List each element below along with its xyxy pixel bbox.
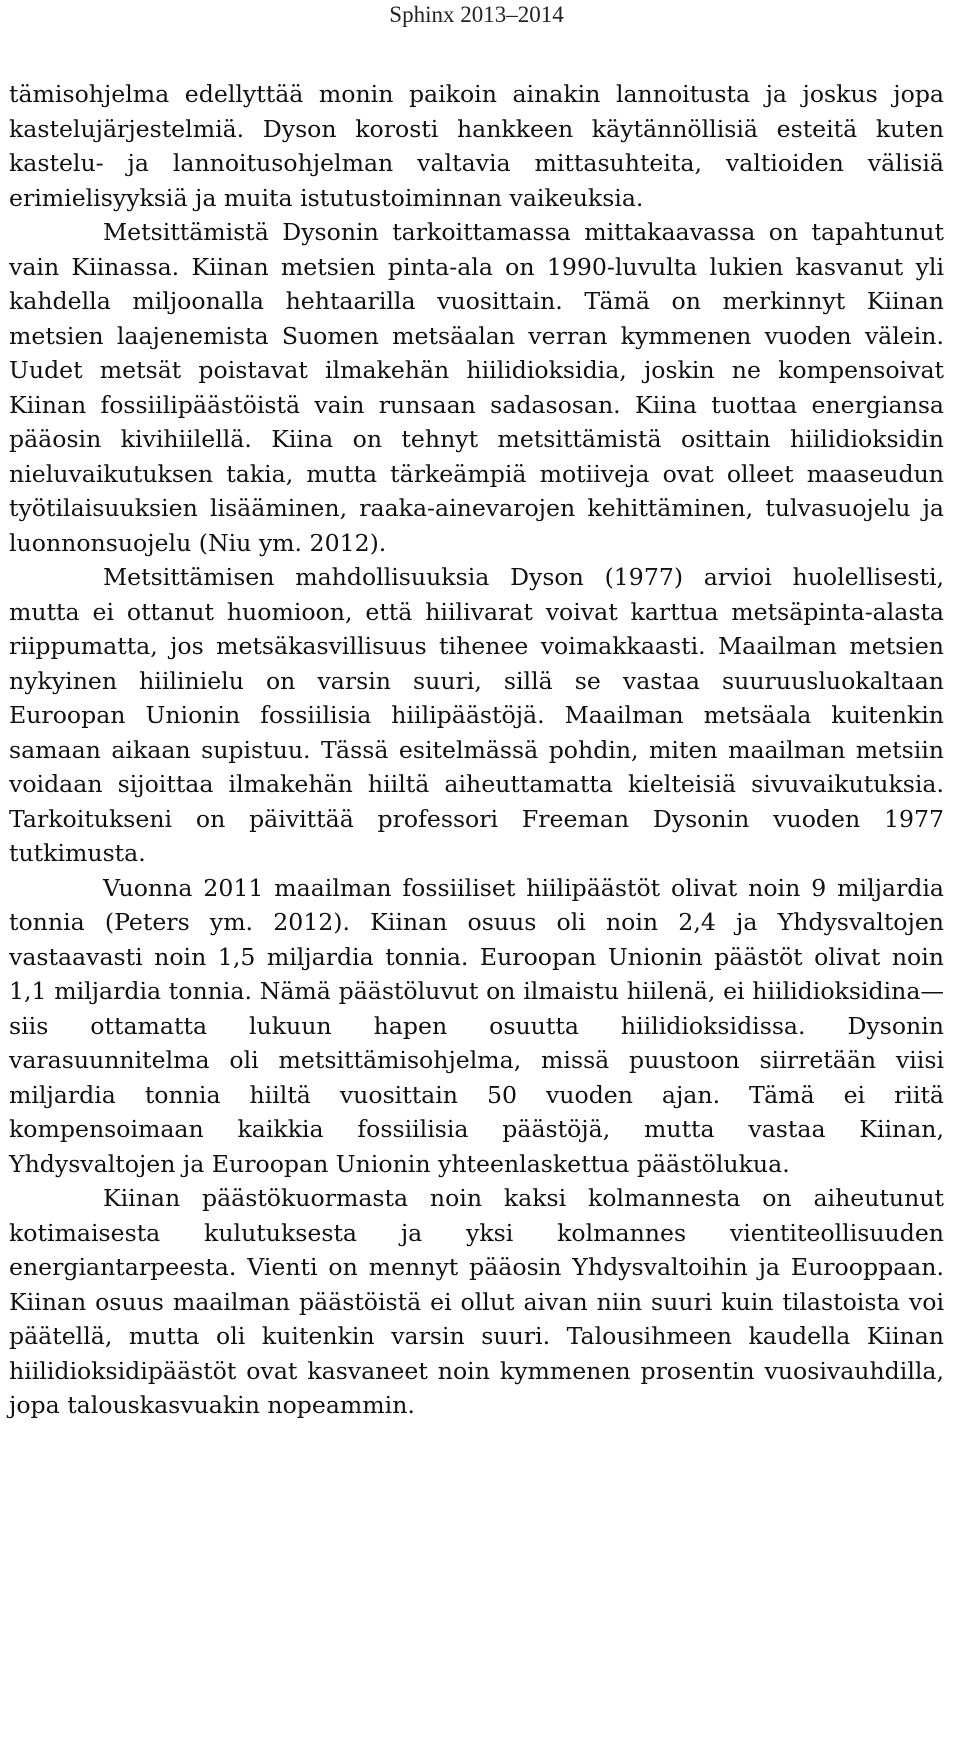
paragraph-afforestation-potential: Metsittämisen mahdollisuuksia Dyson (1977) arvioi huolellisesti, mutta ei ottanut huomioon, että hiilivarat voivat karttua metsäpinta-alasta riippumatta, jos metsäkasvillisuus tihenee voimakkaasti. Maailman metsien nykyinen hiilinielu on varsin suuri, sillä se vastaa suuruusluokaltaan Euroopan Unionin fossiilisia hiilipäästöjä. Maailman metsäala kuitenkin samaan aikaan supistuu. Tässä esitelmässä pohdin, miten maailman metsiin voidaan sijoittaa ilmakehän hiiltä aiheuttamatta kielteisiä sivuvaikutuksia. Tarkoitukseni on päivittää professori Freeman Dysonin vuoden 1977 tutkimusta. bbox=[9, 563, 944, 867]
body-text bbox=[9, 77, 944, 1423]
paragraph-continuation: tämisohjelma edellyttää monin paikoin ainakin lannoitusta ja joskus jopa kastelujärjestelmiä. Dyson korosti hankkeen käytännöllisiä esteitä kuten kastelu- ja lannoitusohjelman valtavia mittasuhteita, valtioiden välisiä erimielisyyksiä ja muita istutustoiminnan vaikeuksia. bbox=[9, 80, 944, 212]
paragraph-emissions-2011: Vuonna 2011 maailman fossiiliset hiilipäästöt olivat noin 9 miljardia tonnia (Peters ym. 2012). Kiinan osuus oli noin 2,4 ja Yhdysvaltojen vastaavasti noin 1,5 miljardia tonnia. Euroopan Unionin päästöt olivat noin 1,1 miljardia tonnia. Nämä päästöluvut on ilmaistu hiilenä, ei hiilidioksidina—siis ottamatta lukuun hapen osuutta hiilidioksidissa. Dysonin varasuunnitelma oli metsittämisohjelma, missä puustoon siirretään viisi miljardia tonnia hiiltä vuosittain 50 vuoden ajan. Tämä ei riitä kompensoimaan kaikkia fossiilisia päästöjä, mutta vastaa Kiinan, Yhdysvaltojen ja Euroopan Unionin yhteenlaskettua päästölukua. bbox=[9, 873, 944, 1178]
paragraph-china-emission-load: Kiinan päästökuormasta noin kaksi kolmannesta on aiheutunut kotimaisesta kulutuksesta ja yksi kolmannes vientiteollisuuden energiantarpeesta. Vienti on mennyt pääosin Yhdysvaltoihin ja Eurooppaan. Kiinan osuus maailman päästöistä ei ollut aivan niin suuri kuin tilastoista voi päätellä, mutta oli kuitenkin varsin suuri. Talousihmeen kaudella Kiinan hiilidioksidipäästöt ovat kasvaneet noin kymmenen prosentin vuosivauhdilla, jopa talouskasvuakin nopeammin. bbox=[9, 1184, 944, 1419]
paragraph-china-afforestation: Metsittämistä Dysonin tarkoittamassa mittakaavassa on tapahtunut vain Kiinassa. Kiinan metsien pinta-ala on 1990-luvulta lukien kasvanut yli kahdella miljoonalla hehtaarilla vuosittain. Tämä on merkinnyt Kiinan metsien laajenemista Suomen metsäalan verran kymmenen vuoden välein. Uudet metsät poistavat ilmakehän hiilidioksidia, joskin ne kompensoivat Kiinan fossiilipäästöistä vain runsaan sadasosan. Kiina tuottaa energiansa pääosin kivihiilellä. Kiina on tehnyt metsittämistä osittain hiilidioksidin nieluvaikutuksen takia, mutta tärkeämpiä motiiveja ovat olleet maaseudun työtilaisuuksien lisääminen, raaka-ainevarojen kehittäminen, tulvasuojelu ja luonnonsuojelu (Niu ym. 2012). bbox=[9, 218, 944, 557]
running-header: Sphinx 2013–2014 bbox=[389, 2, 564, 27]
